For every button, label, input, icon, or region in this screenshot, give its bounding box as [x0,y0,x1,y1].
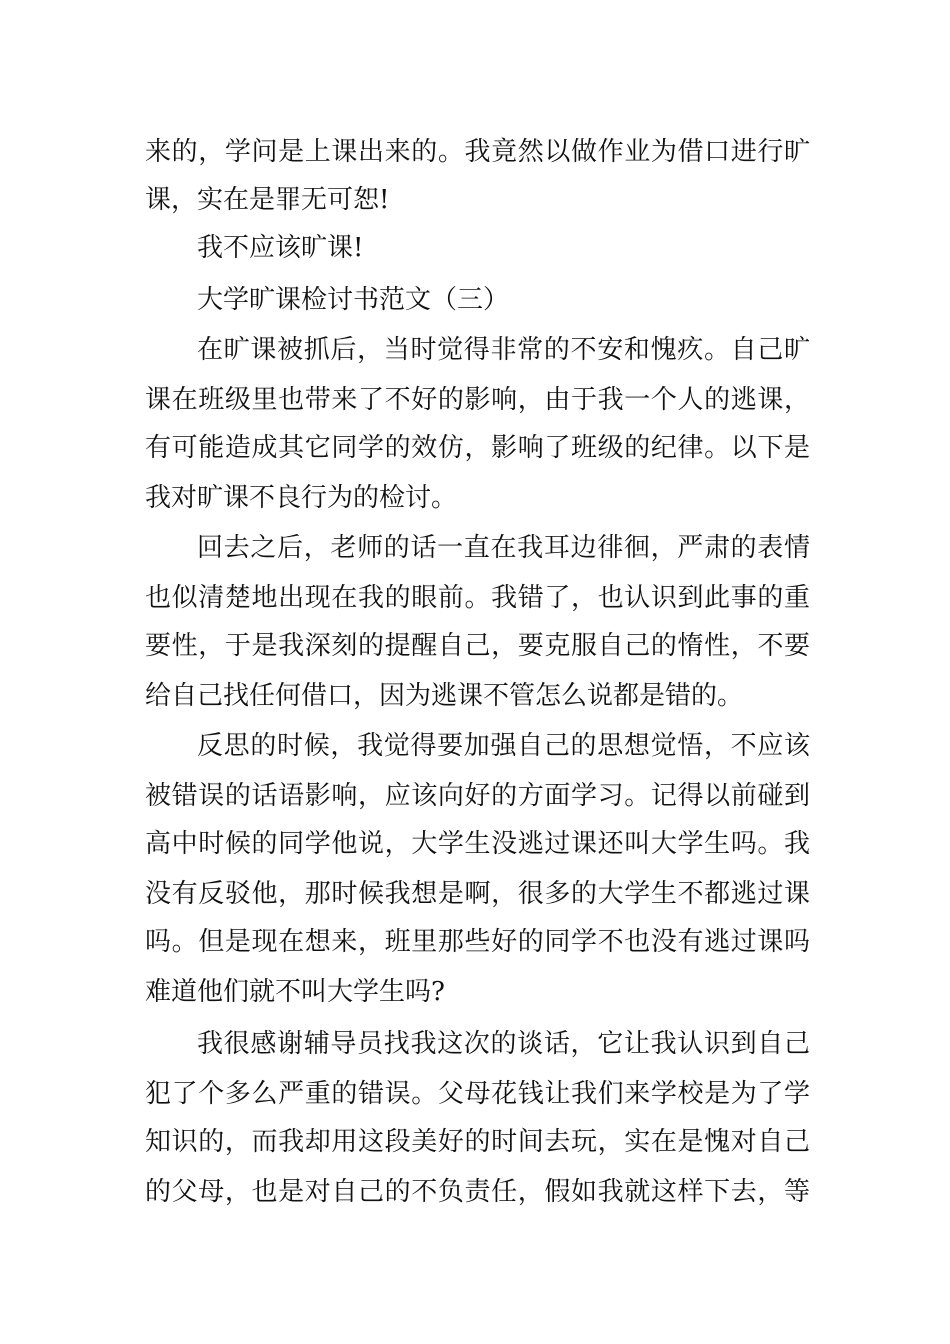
paragraph-line: 来的，学问是上课出来的。我竟然以做作业为借口进行旷 [145,137,810,167]
paragraph-line: 难道他们就不叫大学生吗? [145,977,445,1007]
paragraph-line: 我不应该旷课! [197,233,364,263]
paragraph-line: 反思的时候，我觉得要加强自己的思想觉悟，不应该 [197,731,810,761]
paragraph-line: 回去之后，老师的话一直在我耳边徘徊，严肃的表情 [197,533,810,563]
paragraph-line: 被错误的话语影响，应该向好的方面学习。记得以前碰到 [145,781,810,811]
paragraph-line: 吗。但是现在想来，班里那些好的同学不也没有逃过课吗 [145,927,810,957]
section-heading: 大学旷课检讨书范文（三） [197,285,510,315]
paragraph-line: 给自己找任何借口，因为逃课不管怎么说都是错的。 [145,681,744,711]
paragraph-line: 犯了个多么严重的错误。父母花钱让我们来学校是为了学 [145,1079,810,1109]
paragraph-line: 要性，于是我深刻的提醒自己，要克服自己的惰性，不要 [145,631,810,661]
paragraph-line: 在旷课被抓后，当时觉得非常的不安和愧疚。自己旷 [197,335,810,365]
paragraph-line: 我对旷课不良行为的检讨。 [145,483,458,513]
paragraph-line: 课，实在是罪无可恕! [145,185,390,215]
paragraph-line: 的父母，也是对自己的不负责任，假如我就这样下去，等 [145,1177,810,1207]
paragraph-line: 知识的，而我却用这段美好的时间去玩，实在是愧对自己 [145,1127,810,1157]
paragraph-line: 高中时候的同学他说，大学生没逃过课还叫大学生吗。我 [145,829,810,859]
paragraph-line: 也似清楚地出现在我的眼前。我错了，也认识到此事的重 [145,583,810,613]
paragraph-line: 没有反驳他，那时候我想是啊，很多的大学生不都逃过课 [145,879,810,909]
paragraph-line: 课在班级里也带来了不好的影响，由于我一个人的逃课， [145,385,810,415]
paragraph-line: 我很感谢辅导员找我这次的谈话，它让我认识到自己 [197,1029,810,1059]
paragraph-line: 有可能造成其它同学的效仿，影响了班级的纪律。以下是 [145,433,810,463]
